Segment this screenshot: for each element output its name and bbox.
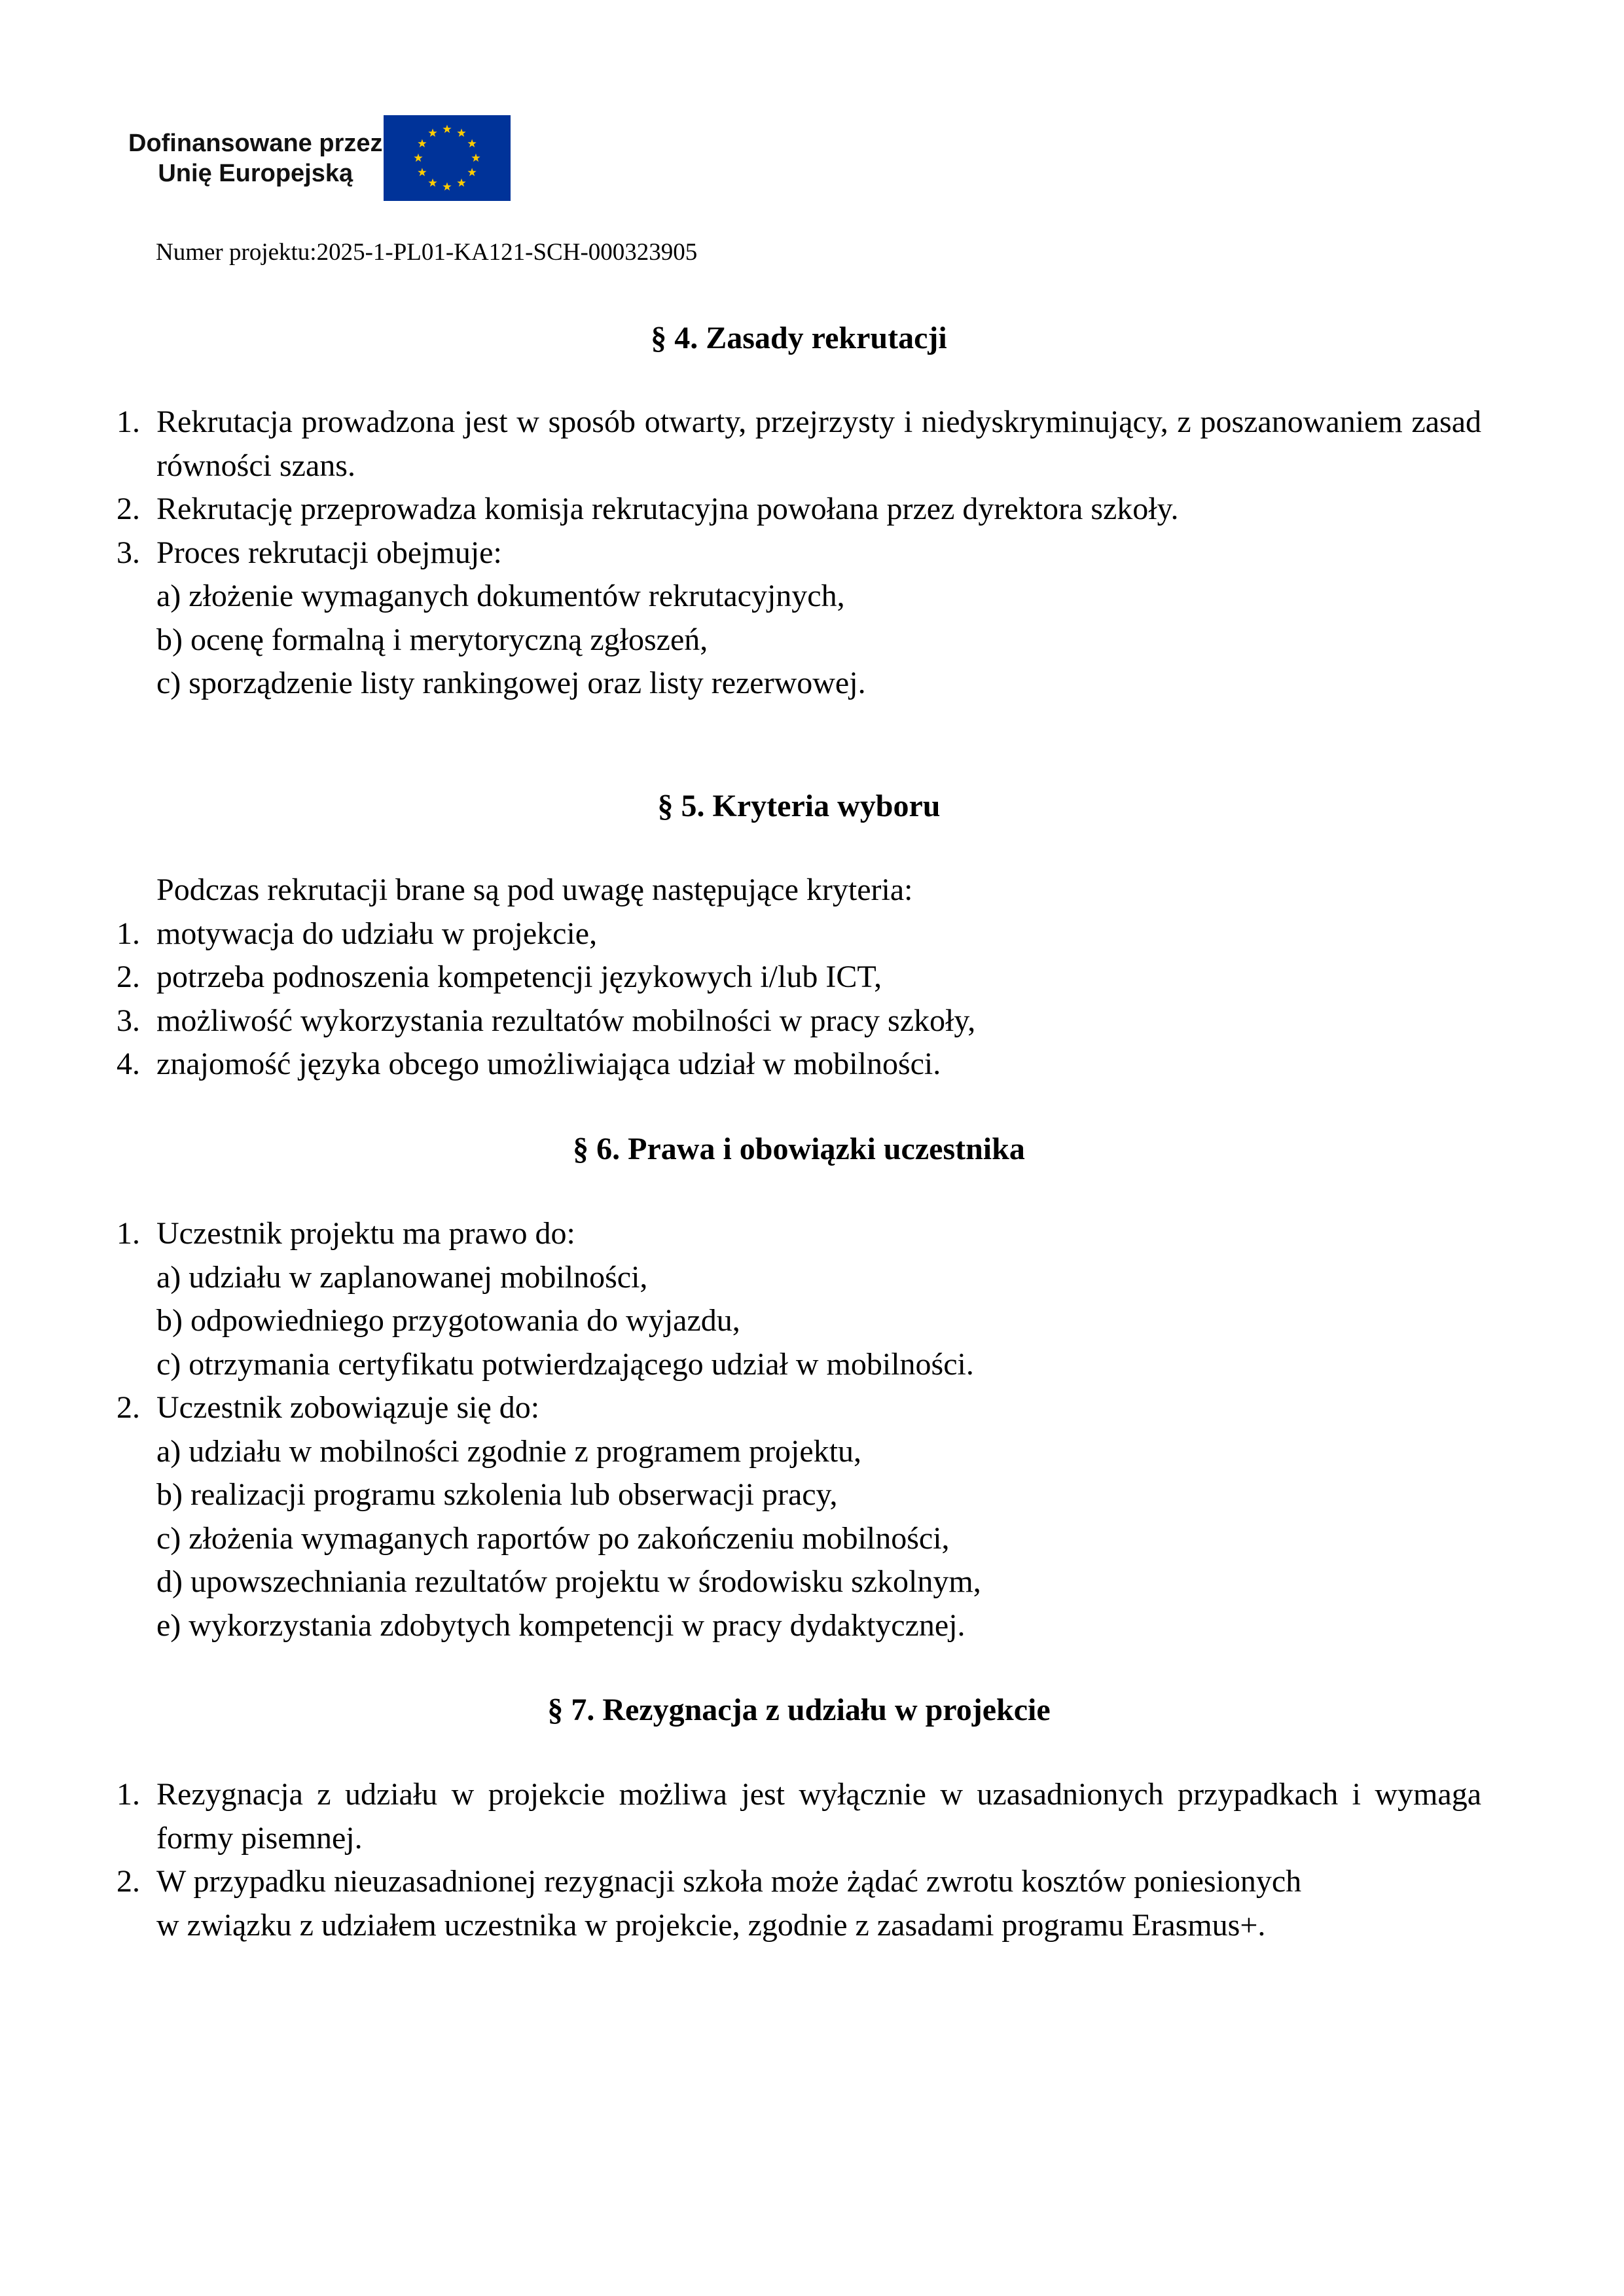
list-item-text: w związku z udziałem uczestnika w projekcie, zgodnie z zasadami programu Erasmus+. [156,1907,1266,1943]
list-item-text: W przypadku nieuzasadnionej rezygnacji szkoła może żądać zwrotu kosztów poniesionych [156,1864,1302,1899]
list-item-text: Rezygnacja z udziału w projekcie możliwa jest wyłącznie w uzasadnionych przypadkach i wymaga formy pisemnej. [156,1777,1481,1856]
list-number: 3. [117,1003,140,1038]
logo-line-1: Dofinansowane przez [128,130,383,157]
sub-item: c) otrzymania certyfikatu potwierdzającego udział w mobilności. [156,1346,974,1382]
section-6-list [117,1212,1481,1647]
sub-item: a) złożenie wymaganych dokumentów rekrutacyjnych, [156,579,845,613]
list-item-text: motywacja do udziału w projekcie, [156,916,598,951]
list-item [117,999,1481,1043]
list-item-text: Rekrutację przeprowadza komisja rekrutacyjna powołana przez dyrektora szkoły. [156,492,1179,526]
list-item [117,488,1481,531]
list-item [117,1386,1481,1647]
list-item [117,912,1481,956]
list-item [117,1773,1481,1860]
list-item-text: Rekrutacja prowadzona jest w sposób otwarty, przejrzysty i niedyskryminujący, z poszanowaniem zasad równości szans. [156,404,1481,483]
list-number: 4. [117,1047,140,1081]
sub-item: c) sporządzenie listy rankingowej oraz listy rezerwowej. [156,666,866,700]
eu-cofunding-logo [105,88,511,206]
section-5-title: § 5. Kryteria wyboru [657,789,941,823]
list-item-text: Proces rekrutacji obejmuje: [156,535,502,570]
list-number: 1. [117,1777,140,1812]
sub-item: b) ocenę formalną i merytoryczną zgłoszeń, [156,622,708,657]
section-6-title: § 6. Prawa i obowiązki uczestnika [573,1132,1025,1166]
list-number: 1. [117,404,140,439]
list-number: 2. [117,492,140,526]
section-5-intro: Podczas rekrutacji brane są pod uwagę następujące kryteria: [156,872,913,907]
section-5-list [117,869,1481,1086]
logo-line-2: Unię Europejską [158,160,353,187]
sub-item: b) odpowiedniego przygotowania do wyjazdu, [156,1303,740,1338]
list-number: 1. [117,1216,140,1251]
sub-item: e) wykorzystania zdobytych kompetencji w pracy dydaktycznej. [156,1607,965,1643]
sub-item: d) upowszechniania rezultatów projektu w środowisku szkolnym, [156,1564,981,1599]
sub-item: a) udziału w mobilności zgodnie z programem projektu, [156,1433,862,1469]
list-item [117,956,1481,999]
list-item-text: znajomość języka obcego umożliwiająca udział w mobilności. [156,1047,941,1081]
list-number: 2. [117,1864,140,1899]
section-7-list [117,1773,1481,1947]
logo-text [128,128,383,188]
list-number: 2. [117,1390,140,1425]
list-item-text: Uczestnik projektu ma prawo do: [156,1216,575,1251]
sub-item: c) złożenia wymaganych raportów po zakończeniu mobilności, [156,1520,950,1556]
list-number: 2. [117,960,140,994]
list-item-text: potrzeba podnoszenia kompetencji językowych i/lub ICT, [156,960,882,994]
list-item [117,1043,1481,1086]
list-number: 3. [117,535,140,570]
section-4-list [117,401,1481,706]
section-4-title: § 4. Zasady rekrutacji [651,321,947,355]
eu-flag-icon [384,115,511,201]
list-item-text: możliwość wykorzystania rezultatów mobilności w pracy szkoły, [156,1003,976,1038]
sub-item: a) udziału w zaplanowanej mobilności, [156,1259,648,1295]
list-item [117,401,1481,488]
list-item [117,1212,1481,1386]
list-item [117,1860,1481,1947]
section-7-title: § 7. Rezygnacja z udziału w projekcie [547,1693,1051,1727]
list-item-text: Uczestnik zobowiązuje się do: [156,1390,540,1425]
list-item [117,531,1481,706]
project-number: Numer projektu:2025-1-PL01-KA121-SCH-000323905 [156,239,698,266]
list-number: 1. [117,916,140,951]
sub-item: b) realizacji programu szkolenia lub obserwacji pracy, [156,1477,838,1512]
